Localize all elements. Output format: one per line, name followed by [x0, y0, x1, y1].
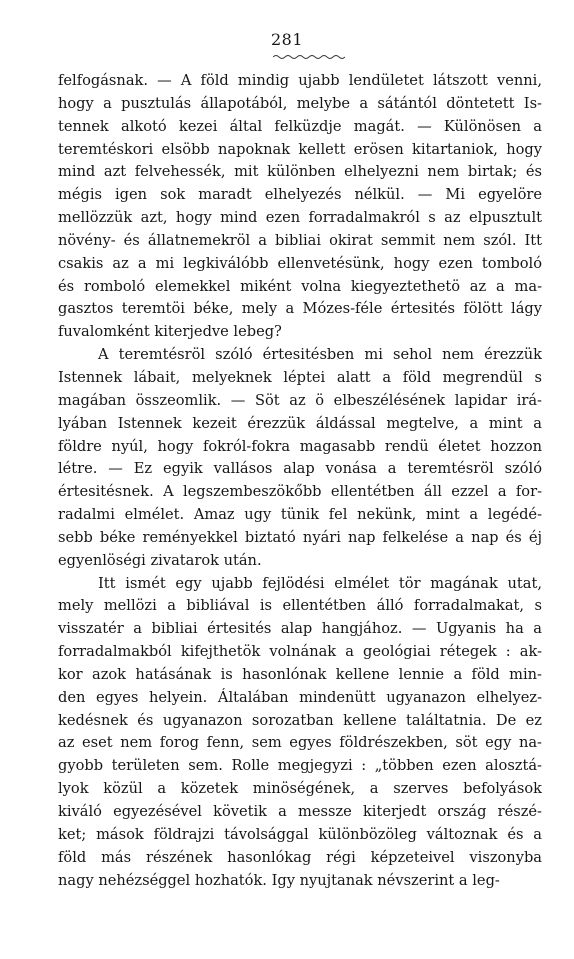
text-line: csakis az a mi legkiválóbb ellenvetésünk, hogy ezen tomboló — [58, 254, 542, 272]
text-line: fuvalomként kiterjedve lebeg? — [58, 323, 282, 341]
page-number: 281 — [270, 30, 304, 49]
text-line: kedésnek és ugyanazon sorozatban kellene találtatnia. De ez — [58, 711, 542, 729]
text-line: lyában Istennek kezeit érezzük áldással megtelve, a mint a — [58, 414, 542, 432]
text-line: kor azok hatásának is hasonlónak kellene lennie a föld min- — [58, 665, 542, 683]
text-line: nagy nehézséggel hozhatók. Igy nyujtanak névszerint a leg- — [58, 871, 500, 889]
text-line: Istennek lábait, melyeknek léptei alatt a föld megrendül s — [58, 368, 542, 386]
text-line: az eset nem forog fenn, sem egyes földrészekben, söt egy na- — [58, 734, 542, 752]
text-line: mind azt felvehessék, mit különben elhelyezni nem birtak; és — [58, 163, 542, 181]
text-line: földre nyúl, hogy fokról-fokra magasabb rendü életet hozzon — [58, 437, 542, 455]
text-line: és romboló elemekkel miként volna kiegyeztethetö az a ma- — [58, 277, 542, 295]
text-line: gasztos teremtöi béke, mely a Mózes-féle értesités fölött lágy — [58, 300, 542, 318]
text-line: ket; mások földrajzi távolsággal különbözöleg változnak és a — [58, 825, 542, 843]
text-line: hogy a pusztulás állapotából, melybe a sátántól döntetett Is- — [58, 94, 542, 112]
text-line: mellözzük azt, hogy mind ezen forradalmakról s az elpusztult — [58, 209, 542, 227]
text-line: radalmi elmélet. Amaz ugy tünik fel nekünk, mint a legédé- — [58, 506, 542, 524]
text-line: értesitésnek. A legszembeszökőbb ellentétben áll ezzel a for- — [58, 483, 542, 501]
text-line: föld más részének hasonlókag régi képzeteivel viszonyba — [58, 848, 542, 866]
text-line: lyok közül a közetek minöségének, a szerves befolyások — [58, 780, 542, 798]
body-text — [58, 70, 542, 892]
text-line: egyenlöségi zivatarok után. — [58, 551, 262, 569]
text-line: növény- és állatnemekröl a bibliai okirat semmit nem szól. Itt — [58, 231, 542, 249]
text-line: A teremtésröl szóló értesitésben mi sehol nem érezzük — [98, 346, 542, 364]
text-line: Itt ismét egy ujabb fejlödési elmélet tör magának utat, — [98, 574, 542, 592]
text-line: tennek alkotó kezei által felküzdje magát. — Különösen a — [58, 117, 542, 135]
text-line: den egyes helyein. Általában mindenütt ugyanazon elhelyez- — [58, 688, 542, 706]
text-line: mely mellözi a bibliával is ellentétben álló forradalmakat, s — [58, 597, 542, 615]
text-line: gyobb területen sem. Rolle megjegyzi : „többen ezen alosztá- — [58, 757, 542, 775]
page-number-ornament — [273, 54, 345, 60]
text-line: mégis igen sok maradt elhelyezés nélkül. — Mi egyelöre — [58, 186, 542, 204]
text-line: teremtéskori elsöbb napoknak kellett erösen kitartaniok, hogy — [58, 140, 542, 158]
text-line: magában összeomlik. — Söt az ö elbeszélésének lapidar irá- — [58, 391, 542, 409]
text-line: visszatér a bibliai értesités alap hangjához. — Ugyanis ha a — [58, 620, 542, 638]
text-line: sebb béke reményekkel biztató nyári nap felkelése a nap és éj — [58, 528, 542, 546]
text-line: forradalmakból kifejthetök volnának a geológiai rétegek : ak- — [58, 643, 542, 661]
text-line: létre. — Ez egyik vallásos alap vonása a teremtésröl szóló — [58, 460, 542, 478]
text-line: kiváló egyezésével követik a messze kiterjedt ország részé- — [58, 803, 542, 820]
text-line: felfogásnak. — A föld mindig ujabb lendületet látszott venni, — [58, 72, 542, 89]
